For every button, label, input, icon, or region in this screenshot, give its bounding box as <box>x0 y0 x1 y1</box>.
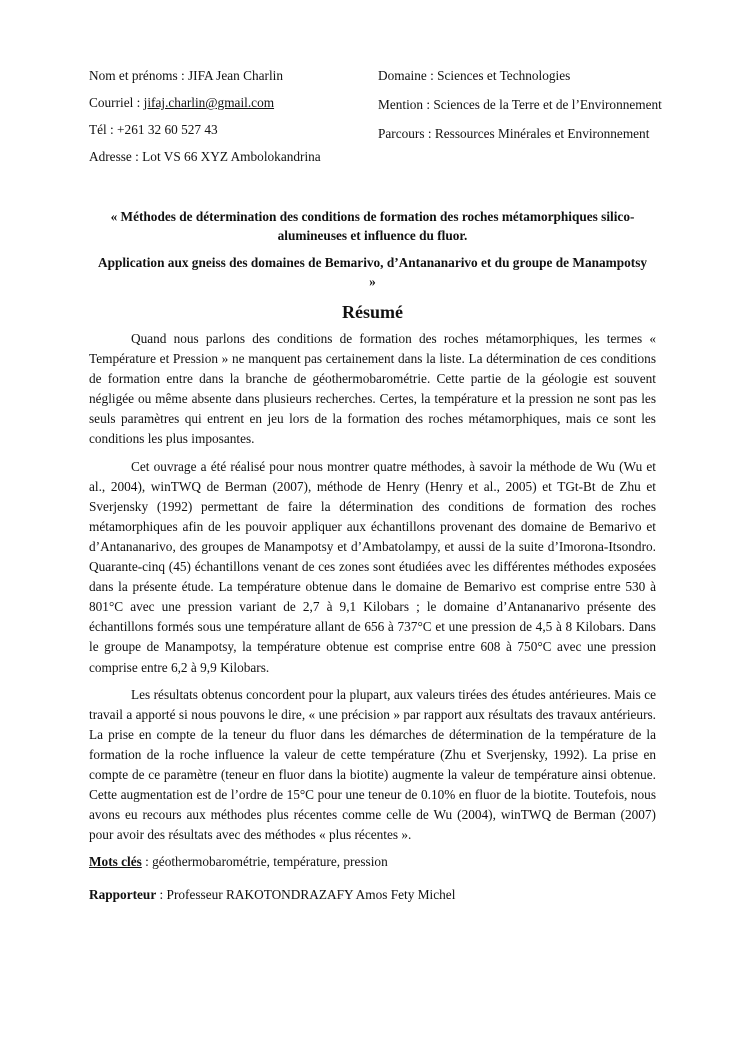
thesis-subtitle: Application aux gneiss des domaines de Bemarivo, d’Antananarivo et du groupe de Manampotsy » <box>97 255 648 289</box>
email-link[interactable]: jifaj.charlin@gmail.com <box>143 95 275 110</box>
rapporteur-value: : Professeur RAKOTONDRAZAFY Amos Fety Michel <box>156 887 456 903</box>
domain-line: Domaine : Sciences et Technologies <box>378 68 571 83</box>
author-email <box>89 94 379 111</box>
program-info-column <box>378 67 708 154</box>
resume-paragraph-2: Cet ouvrage a été réalisé pour nous montrer quatre méthodes, à savoir la méthode de Wu (Wu et al., 2004), winTWQ de Berman (2007), méthode de Henry (Henry et al., 2005) et TGt-Bt de Zhu et Sverjensky (1992) permettant de faire la détermination des conditions de formation des roches métamorphiques afin de les pouvoir appliquer aux échantillons provenant des domaine de Bemarivo et d’Antananarivo, des groupes de Manampotsy et d’Ambatolampy, et aussi de la suite d’Imorona-Itsondro. Quarante-cinq (45) échantillons venant de ces zones sont étudiées avec les différentes méthodes exposées dans la présente étude. La température obtenue dans le domaine de Bemarivo est comprise entre 530 à 801°C avec une pression variant de 2,7 à 9,1 Kilobars ; le domaine d’Antananarivo présente des échantillons formés sous une température allant de 656 à 737°C et une pression de 4,5 à 8 Kilobars. Dans le groupe de Manampotsy, la température obtenue est comprise entre 608 à 750°C avec une pression comprise entre 6,2 à 9,9 Kilobars. <box>89 458 656 675</box>
author-name: Nom et prénoms : JIFA Jean Charlin <box>89 68 284 83</box>
keywords-label: Mots clés <box>89 854 142 870</box>
rapporteur-label: Rapporteur <box>89 887 157 903</box>
author-address: Adresse : Lot VS 66 XYZ Ambolokandrina <box>89 149 321 164</box>
resume-paragraph-3: Les résultats obtenus concordent pour la plupart, aux valeurs tirées des études antérieures. Mais ce travail a apporté si nous pouvons le dire, « une précision » par rapport aux résultats des travaux antérieurs. La prise en compte de la teneur du fluor dans les démarches de détermination de la température de la formation de la roche influence la valeur de cette température (Zhu et Sverjensky, 1992). La prise en compte de ce paramètre (teneur en fluor dans la biotite) augmente la valeur de température ainsi obtenue. Cette augmentation est de l’ordre de 15°C pour une teneur de 0.10% en fluor de la biotite. Toutefois, nous avons eu recours aux méthodes plus récentes comme celle de Wu (2004), winTWQ de Berman (2007) pour avoir des résultats avec des méthodes « plus récentes ». <box>89 686 656 843</box>
resume-heading: Résumé <box>342 302 403 322</box>
keywords-value: : géothermobarométrie, température, pression <box>141 854 388 870</box>
mention-line: Mention : Sciences de la Terre et de l’Environnement <box>378 97 662 112</box>
author-phone: Tél : +261 32 60 527 43 <box>89 122 218 137</box>
document-page <box>89 0 662 905</box>
rapporteur-line <box>89 885 656 905</box>
thesis-title: « Méthodes de détermination des conditions de formation des roches métamorphiques silico-alumineuses et influence du fluor. <box>110 209 635 243</box>
author-contact-column <box>89 67 379 175</box>
email-label: Courriel : <box>89 95 144 110</box>
resume-paragraph-1: Quand nous parlons des conditions de formation des roches métamorphiques, les termes « Température et Pression » ne manquent pas certainement dans la liste. La détermination de ces conditions de formation entre dans la branche de géothermobarométrie. Cette partie de la géologie est souvent négligée ou même absente dans plusieurs recherches. Certes, la température et la pression ne sont pas les seuls paramètres qui entrent en jeu lors de la formation des roches métamorphiques, mais ce sont les conditions les plus imposantes. <box>89 331 656 447</box>
parcours-line: Parcours : Ressources Minérales et Environnement <box>378 126 650 141</box>
author-info-block <box>89 0 662 195</box>
keywords-line <box>89 852 656 872</box>
